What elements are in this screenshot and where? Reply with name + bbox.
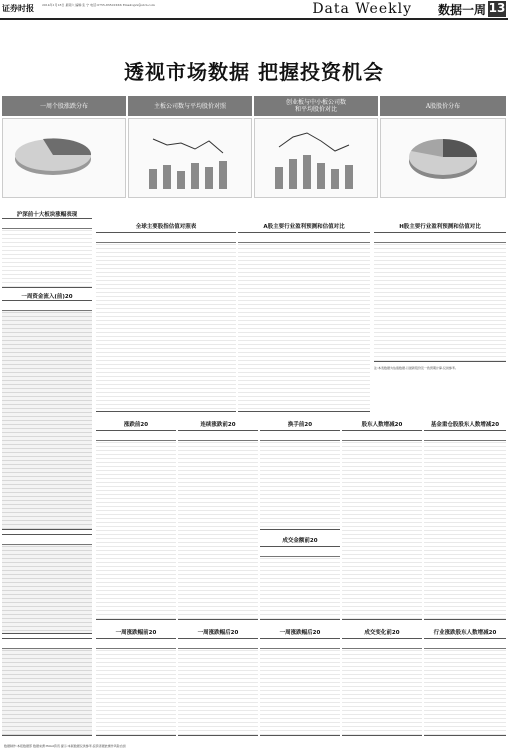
- turnover20-title: 换手前20: [287, 422, 313, 428]
- bar-line-chart-gem: [255, 119, 377, 197]
- table-fund20: [424, 430, 506, 620]
- headline: 透视市场数据 把握投资机会: [124, 60, 384, 84]
- band-distribution: 一周个股涨跌分布: [2, 96, 126, 116]
- table-left-bottom: [2, 638, 92, 736]
- sector-table-title: 全球主要股指估值对照表: [135, 224, 197, 230]
- up20-title: 涨跌前20: [123, 422, 149, 428]
- fund20-title: 基金重仓股股东人数增减20: [430, 422, 500, 428]
- table-global-index: [96, 232, 236, 412]
- page-number: 13: [488, 1, 506, 15]
- bar-line-chart-main: [129, 119, 251, 197]
- weekly-down-b-title: 一周涨跌幅后20: [279, 630, 321, 636]
- weekly-up-title: 一周涨跌幅前20: [115, 630, 157, 636]
- table-weekly-down: [178, 638, 258, 736]
- masthead: 证券时报: [2, 3, 34, 13]
- page-header: [0, 0, 508, 20]
- chart-panel-gem-sme: [254, 118, 378, 198]
- left-section-title: 沪深前十大板块涨幅表现: [16, 212, 78, 218]
- section-title-en: Data Weekly: [312, 1, 412, 17]
- band-main-board: 主板公司数与平均股价对照: [128, 96, 252, 116]
- table-up20: [96, 430, 176, 620]
- pie-chart-distribution: [3, 119, 125, 197]
- table-weekly-down-b: [260, 638, 340, 736]
- table-turnover20: [260, 430, 340, 530]
- table-sector-gain: [2, 218, 92, 288]
- masthead-subtitle: 2014年1月18日 星期六 编辑:张 宁 电话:0755-83501XXX Email:sjzx@stcn.com: [42, 3, 155, 7]
- industry20-title: 行业涨跌股东人数增减20: [433, 630, 497, 636]
- h-share-note: 注:本表数据为估值数据,以最新股价及一致预期计算,仅供参考。: [374, 366, 458, 370]
- footer-note: 数据制作:本报数据部 数据来源:Wind资讯 提示:本版数据仅供参考,投资者据此操作风险自担: [4, 744, 126, 748]
- chart-panel-main-board: [128, 118, 252, 198]
- shareholder20-title: 股东人数增减20: [361, 422, 403, 428]
- table-shareholder20: [342, 430, 422, 620]
- pie-chart-price: [381, 119, 505, 197]
- down20-title: 连续涨跌前20: [200, 422, 236, 428]
- table-h-share: [374, 232, 506, 362]
- table-down20: [178, 430, 258, 620]
- table-industry20: [424, 638, 506, 736]
- big-trade-title: 成交金额前20: [282, 538, 318, 544]
- a-share-table-title: A股主要行业盈利预测和估值对比: [263, 224, 345, 230]
- table-capital-flow: [2, 534, 92, 634]
- table-big-trade: [260, 546, 340, 620]
- section-title-cn: 数据一周: [437, 3, 486, 17]
- deal20-title: 成交变化前20: [364, 630, 400, 636]
- table-weekly-gain: [2, 300, 92, 530]
- weekly-gain-title: 一周资金流入(前)20: [21, 294, 73, 300]
- table-a-share: [238, 232, 370, 412]
- pie-panel-price: [380, 118, 506, 198]
- pie-panel-distribution: [2, 118, 126, 198]
- band-price-distribution: A股股价分布: [380, 96, 506, 116]
- h-share-table-title: H股主要行业盈利预测和估值对比: [399, 224, 481, 230]
- table-deal20: [342, 638, 422, 736]
- band-gem-sme: 创业板与中小板公司数 和平均股价对比: [254, 96, 378, 116]
- weekly-down-title: 一周涨跌幅后20: [197, 630, 239, 636]
- table-weekly-up: [96, 638, 176, 736]
